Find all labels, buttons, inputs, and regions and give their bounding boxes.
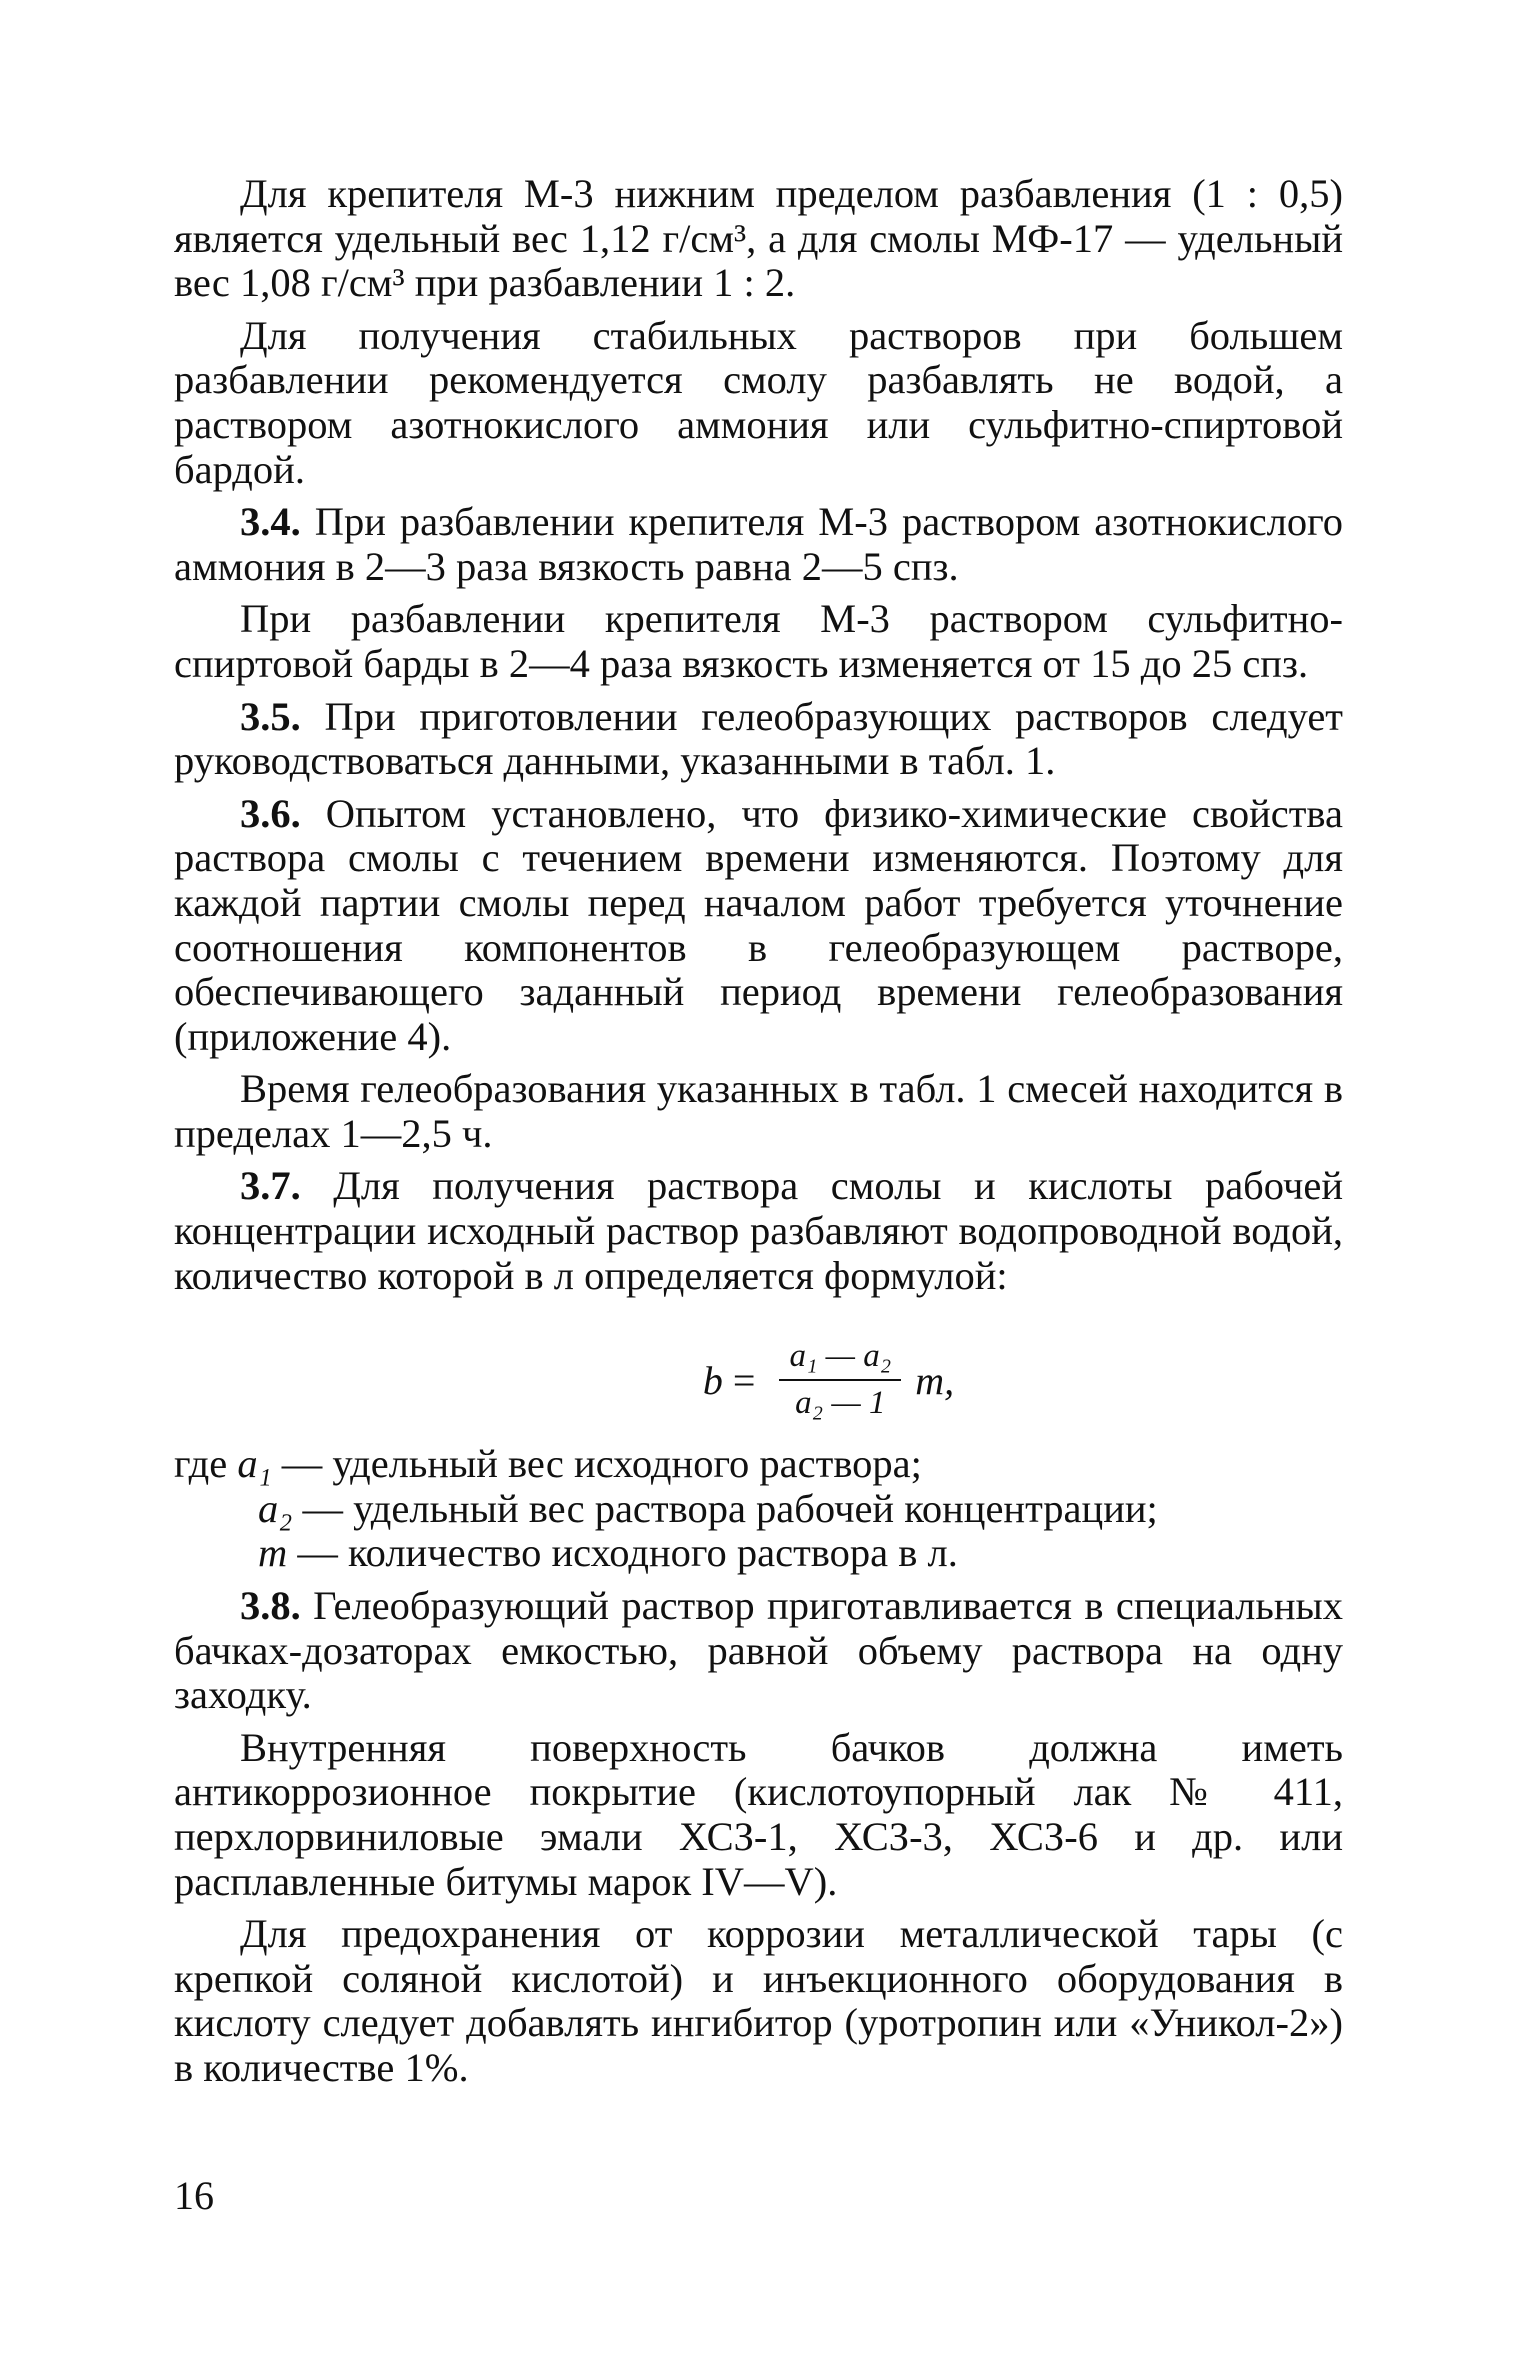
paragraph-text: Опытом установлено, что физико-химические свойства раствора смолы с течением времени изменяются. Поэтому для каждой партии смолы перед началом работ требуется уточнение соотношения компонентов в гелеобразующем растворе, обеспечивающего заданный период времени гелеобразования (приложение 4). <box>174 790 1343 1059</box>
formula-fraction <box>779 1338 901 1422</box>
paragraph-text: При разбавлении крепителя М-3 раствором сульфитно-спиртовой барды в 2—4 раза вязкость изменяется от 15 до 25 спз. <box>174 596 1343 686</box>
legend-symbol: a₂ <box>258 1485 293 1531</box>
paragraph-text: Для получения раствора смолы и кислоты рабочей концентрации исходный раствор разбавляют водопроводной водой, количество которой в л определяется формулой: <box>174 1163 1344 1298</box>
paragraph-text: Для предохранения от коррозии металлической тары (с крепкой соляной кислотой) и инъекционного оборудования в кислоту следует добавлять ингибитор (уротропин или «Уникол-2») в количестве 1%. <box>174 1911 1343 2090</box>
paragraph <box>174 500 1343 589</box>
legend-text: — удельный вес исходного раствора; <box>271 1441 922 1487</box>
formula-equals: = <box>732 1357 756 1403</box>
legend-symbol: a₁ <box>237 1441 272 1487</box>
paragraph <box>174 1912 1343 2090</box>
formula-numerator: a₁ — a₂ <box>779 1338 901 1381</box>
body-text-top <box>174 172 1343 1298</box>
dilution-formula <box>174 1338 1343 1422</box>
legend-text: — количество исходного раствора в л. <box>287 1530 958 1576</box>
legend-row <box>174 1442 1343 1487</box>
formula-rhs: m, <box>915 1357 955 1403</box>
section-number: 3.8. <box>240 1583 301 1629</box>
section-number: 3.6. <box>240 790 301 836</box>
paragraph <box>174 1067 1343 1156</box>
legend-text: — удельный вес раствора рабочей концентрации; <box>292 1485 1158 1531</box>
legend-row <box>174 1487 1343 1532</box>
paragraph <box>174 792 1343 1060</box>
legend-symbol: m <box>258 1530 288 1576</box>
body-text-bottom <box>174 1584 1343 2091</box>
paragraph-text: При разбавлении крепителя М-3 раствором азотнокислого аммония в 2—3 раза вязкость равна 2—5 спз. <box>174 499 1343 589</box>
formula-lhs: b <box>702 1357 723 1403</box>
legend-lead: где <box>174 1441 228 1487</box>
paragraph <box>174 1726 1343 1904</box>
formula-denominator: a₂ — 1 <box>795 1385 886 1422</box>
paragraph-text: Гелеобразующий раствор приготавливается в специальных бачках-дозаторах емкостью, равной объему раствора на одну заходку. <box>174 1583 1343 1718</box>
legend-row <box>174 1531 1343 1576</box>
paragraph-text: Для получения стабильных растворов при большем разбавлении рекомендуется смолу разбавлять не водой, а раствором азотнокислого аммония или сульфитно-спиртовой бардой. <box>174 312 1343 492</box>
page-number: 16 <box>174 2173 214 2218</box>
formula-legend <box>174 1442 1343 1576</box>
paragraph <box>174 172 1343 306</box>
paragraph-text: Для крепителя М-3 нижним пределом разбавления (1 : 0,5) является удельный вес 1,12 г/см³, а для смолы МФ-17 — удельный вес 1,08 г/см³ при разбавлении 1 : 2. <box>174 171 1343 306</box>
paragraph <box>174 1164 1343 1298</box>
section-number: 3.4. <box>240 499 301 545</box>
paragraph-text: Внутренняя поверхность бачков должна иметь антикоррозионное покрытие (кислотоупорный лак № 411, перхлорвиниловые эмали ХСЗ-1, ХСЗ-3, ХСЗ-6 и др. или расплавленные битумы марок IV—V). <box>174 1724 1343 1904</box>
section-number: 3.7. <box>240 1163 301 1209</box>
paragraph-text: При приготовлении гелеобразующих растворов следует руководствоваться данными, указанными в табл. 1. <box>174 693 1344 784</box>
paragraph <box>174 597 1343 686</box>
paragraph <box>174 695 1343 784</box>
paragraph <box>174 314 1343 492</box>
section-number: 3.5. <box>240 693 301 739</box>
paragraph-text: Время гелеобразования указанных в табл. 1 смесей находится в пределах 1—2,5 ч. <box>174 1066 1343 1156</box>
paragraph <box>174 1584 1343 1718</box>
